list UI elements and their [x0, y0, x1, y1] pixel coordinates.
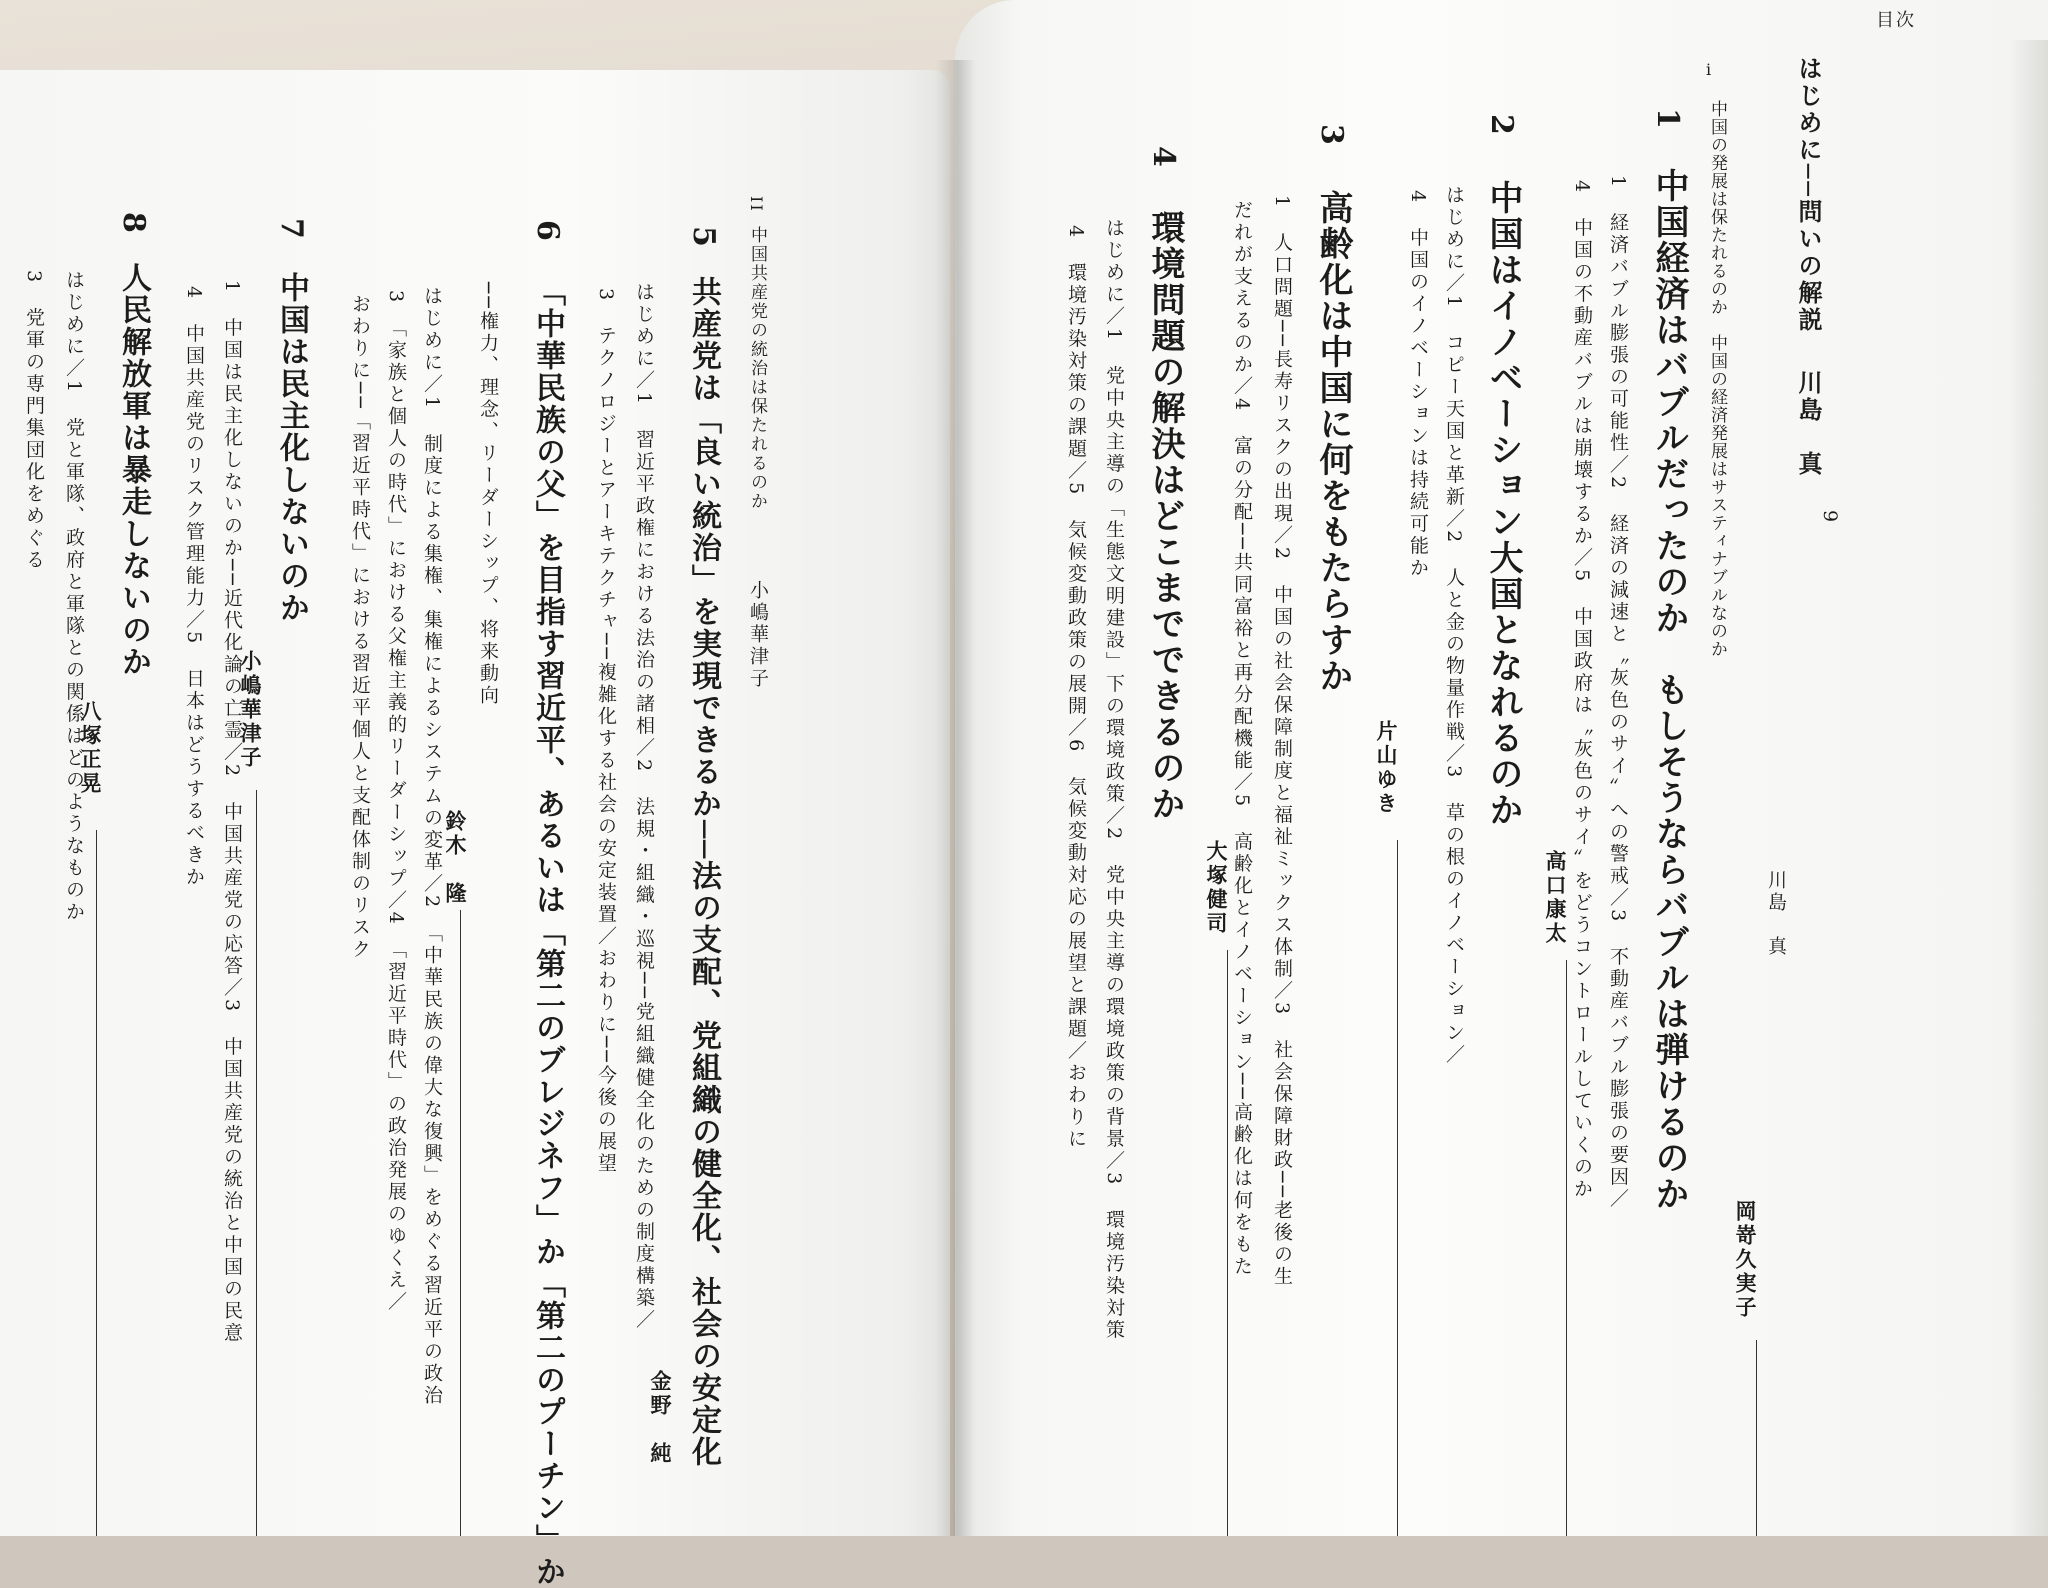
chapter-sections-line: 4 中国のイノベーションは持続可能か	[1407, 190, 1429, 580]
toc-header-label: 目次	[1876, 10, 1916, 31]
chapter-sections-line: 1 経済バブル膨張の可能性／2 経済の減速と〝灰色のサイ〟への警戒／3 不動産バブル膨張の要因／	[1607, 175, 1629, 1211]
chapter-author: 鈴木 隆	[443, 810, 468, 906]
author-rule	[96, 830, 97, 1536]
chapter-number: 7	[274, 218, 309, 239]
chapter-sections-line: はじめに／1 党中央主導の「生態文明建設」下の環境政策／2 党中央主導の環境政策の背景／3 環境汚染対策	[1103, 218, 1125, 1342]
part-one-author: 川島 真	[1765, 870, 1787, 958]
chapter-sections-line: はじめに／1 党と軍隊、政府と軍隊との関係はどのようなものか	[63, 270, 85, 924]
chapter-number: 8	[116, 212, 151, 233]
chapter-author: 岡嵜久実子	[1733, 1200, 1758, 1320]
author-rule	[1227, 950, 1228, 1536]
chapter-author: 大塚健司	[1204, 840, 1229, 936]
chapter-sections-line: はじめに／1 コピー天国と革新／2 人と金の物量作戦／3 草の根のイノベーション／	[1443, 185, 1465, 1067]
chapter-sections-line: 4 中国の不動産バブルは崩壊するか／5 中国政府は〝灰色のサイ〟をどうコントロールしていくのか	[1571, 180, 1593, 1201]
part-two-author: 小嶋華津子	[747, 580, 769, 690]
chapter-author: 片山ゆき	[1374, 720, 1399, 816]
chapter-number: 5	[686, 226, 721, 247]
chapter-title: 中国経済はバブルだったのか もしそうならバブルは弾けるのか	[1649, 168, 1689, 1212]
part-one-title: 中国の発展は保たれるのか 中国の経済発展はサスティナブルなのか	[1707, 100, 1727, 658]
part-two-label: II	[747, 196, 766, 213]
chapter-sections-line: 3 「家族と個人の時代」における父権主義的リーダーシップ／4 「習近平時代」の政治発展のゆくえ／	[385, 290, 407, 1314]
chapter-title: 中国は民主化しないのか	[274, 272, 309, 624]
part-one-roman-numeral: i	[1706, 60, 1714, 79]
chapter-sections-line: 1 人口問題──長寿リスクの出現／2 中国の社会保障制度と福祉ミックス体制／3 社会保障財政──老後の生	[1271, 195, 1293, 1289]
chapter-sections-line: 4 環境汚染対策の課題／5 気候変動政策の展開／6 気候変動対応の展望と課題／おわりに	[1065, 225, 1087, 1151]
author-rule	[1756, 1340, 1757, 1536]
chapter-author: 金野 純	[648, 1370, 673, 1466]
chapter-title: 共産党は「良い統治」を実現できるか──法の支配、党組織の健全化、社会の安定化	[686, 276, 721, 1469]
intro-title: はじめに──問いの解説	[1794, 56, 1823, 334]
chapter-number: 3	[1314, 124, 1349, 145]
book-gutter	[935, 60, 975, 1536]
intro-author: 川島 真	[1794, 370, 1823, 478]
chapter-title: 中国はイノベーション大国となれるのか	[1483, 180, 1523, 828]
chapter-title: 高齢化は中国に何をもたらすか	[1313, 190, 1353, 694]
chapter-number: 1	[1650, 108, 1685, 129]
chapter-subtitle: ──権力、理念、リーダーシップ、将来動向	[477, 282, 499, 707]
part-two-title: 中国共産党の統治は保たれるのか	[747, 226, 767, 511]
author-rule	[460, 910, 461, 1536]
chapter-sections-line: だれが支えるのか／4 富の分配──共同富裕と再分配機能／5 高齢化とイノベーション──高齢化は何をもた	[1231, 200, 1253, 1278]
chapter-author: 高口康太	[1543, 850, 1568, 946]
chapter-author: 小嶋華津子	[238, 650, 263, 770]
author-rule	[256, 790, 257, 1536]
chapter-sections-line: おわりに──「習近平時代」における習近平個人と支配体制のリスク	[349, 294, 371, 961]
chapter-number: 4	[1146, 146, 1181, 167]
author-rule	[1397, 840, 1398, 1536]
author-rule	[1566, 960, 1567, 1536]
chapter-sections-line: 3 テクノロジーとアーキテクチャ──複雑化する社会の安定装置／おわりに──今後の展望	[595, 288, 617, 1175]
chapter-sections-line: はじめに／1 習近平政権における法治の諸相／2 法規・組織・巡視──党組織健全化のための制度構築／	[633, 282, 655, 1332]
chapter-sections-line: 4 中国共産党のリスク管理能力／5 日本はどうするべきか	[183, 286, 205, 889]
chapter-title: 環境問題の解決はどこまでできるのか	[1145, 210, 1185, 822]
chapter-sections-line: 1 中国は民主化しないのか──近代化論の亡霊／2 中国共産党の応答／3 中国共産党の統治と中国の民意	[221, 280, 243, 1345]
chapter-sections-line: 3 党軍の専門集団化をめぐる	[23, 270, 45, 572]
intro-page: 9	[1819, 510, 1841, 526]
page-edge-stack	[2010, 40, 2048, 1536]
chapter-title: 人民解放軍は暴走しないのか	[116, 262, 151, 678]
chapter-sections-line: はじめに／1 制度による集権、集権によるシステムの変革／2 「中華民族の偉大な復興」をめぐる習近平の政治	[421, 286, 443, 1407]
chapter-author: 八塚正晃	[78, 700, 103, 796]
chapter-title: 「中華民族の父」を目指す習近平、あるいは「第二のブレジネフ」か「第二のプーチン」か	[530, 276, 565, 1588]
chapter-number: 6	[530, 220, 565, 241]
chapter-number: 2	[1484, 114, 1519, 135]
